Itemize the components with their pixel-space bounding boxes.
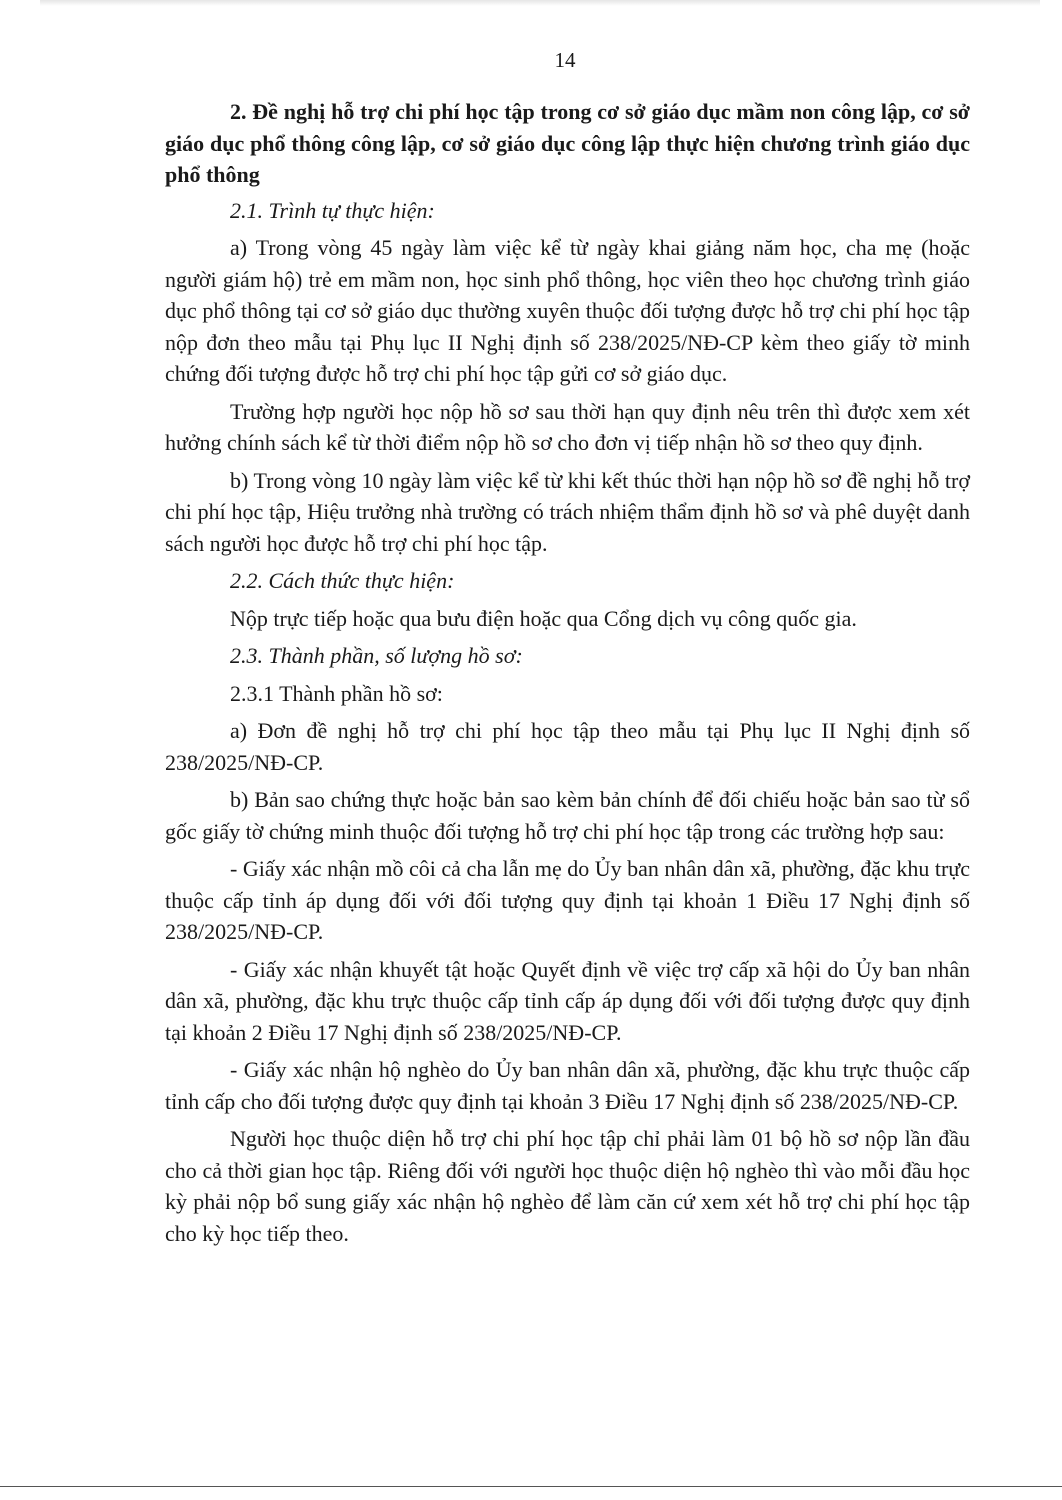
- subheading-dossier: 2.3. Thành phần, số lượng hồ sơ:: [230, 643, 523, 668]
- list-item-poor-household: - Giấy xác nhận hộ nghèo do Ủy ban nhân dân xã, phường, đặc khu trực thuộc cấp tỉnh cấp cho đối tượng được quy định tại khoản 3 Điều 17 Nghị định số 238/2025/NĐ-CP.: [165, 1057, 970, 1114]
- page-bottom-rule: [0, 1486, 1062, 1487]
- paragraph-dossier-a: a) Đơn đề nghị hỗ trợ chi phí học tập theo mẫu tại Phụ lục II Nghị định số 238/2025/NĐ-CP.: [165, 718, 970, 775]
- paragraph-method: Nộp trực tiếp hoặc qua bưu điện hoặc qua Cổng dịch vụ công quốc gia.: [230, 605, 857, 631]
- paragraph-note: Người học thuộc diện hỗ trợ chi phí học tập chỉ phải làm 01 bộ hồ sơ nộp lần đầu cho cả thời gian học tập. Riêng đối với người học thuộc diện hộ nghèo thì vào mỗi đầu học kỳ phải nộp bổ sung giấy xác nhận hộ nghèo để làm căn cứ xem xét hỗ trợ chi phí học tập cho kỳ học tiếp theo.: [165, 1126, 970, 1246]
- paragraph-late-submission: Trường hợp người học nộp hồ sơ sau thời hạn quy định nêu trên thì được xem xét hưởng chính sách kể từ thời điểm nộp hồ sơ cho đơn vị tiếp nhận hồ sơ theo quy định.: [165, 398, 970, 455]
- document-body: [165, 96, 970, 1255]
- subheading-method: 2.2. Cách thức thực hiện:: [230, 568, 455, 593]
- page-number: 14: [554, 48, 576, 72]
- list-item-disability: - Giấy xác nhận khuyết tật hoặc Quyết định về việc trợ cấp xã hội do Ủy ban nhân dân xã, phường, đặc khu trực thuộc cấp tỉnh cấp áp dụng đối với đối tượng được quy định tại khoản 2 Điều 17 Nghị định số 238/2025/NĐ-CP.: [165, 956, 970, 1045]
- paragraph-dossier-b: b) Bản sao chứng thực hoặc bản sao kèm bản chính để đối chiếu hoặc bản sao từ sổ gốc giấy tờ chứng minh thuộc đối tượng hỗ trợ chi phí học tập trong các trường hợp sau:: [165, 787, 970, 844]
- scan-edge-shadow: [40, 0, 1040, 6]
- list-item-orphan: - Giấy xác nhận mồ côi cả cha lẫn mẹ do Ủy ban nhân dân xã, phường, đặc khu trực thuộc cấp tỉnh áp dụng đối với đối tượng quy định tại khoản 1 Điều 17 Nghị định số 238/2025/NĐ-CP.: [165, 856, 970, 944]
- paragraph-dossier-components: 2.3.1 Thành phần hồ sơ:: [230, 680, 443, 706]
- paragraph-procedure-a: a) Trong vòng 45 ngày làm việc kể từ ngày khai giảng năm học, cha mẹ (hoặc người giám hộ) trẻ em mầm non, học sinh phổ thông, học viên theo học chương trình giáo dục phổ thông tại cơ sở giáo dục thường xuyên thuộc đối tượng được hỗ trợ chi phí học tập nộp đơn theo mẫu tại Phụ lục II Nghị định số 238/2025/NĐ-CP kèm theo giấy tờ minh chứng đối tượng được hỗ trợ chi phí học tập gửi cơ sở giáo dục.: [165, 235, 970, 386]
- paragraph-procedure-b: b) Trong vòng 10 ngày làm việc kể từ khi kết thúc thời hạn nộp hồ sơ đề nghị hỗ trợ chi phí học tập, Hiệu trưởng nhà trường có trách nhiệm thẩm định hồ sơ và phê duyệt danh sách người học được hỗ trợ chi phí học tập.: [165, 467, 970, 556]
- subheading-procedure: 2.1. Trình tự thực hiện:: [230, 197, 435, 223]
- section-heading: 2. Đề nghị hỗ trợ chi phí học tập trong cơ sở giáo dục mầm non công lập, cơ sở giáo dục phổ thông công lập, cơ sở giáo dục công lập thực hiện chương trình giáo dục phổ thông: [165, 99, 970, 187]
